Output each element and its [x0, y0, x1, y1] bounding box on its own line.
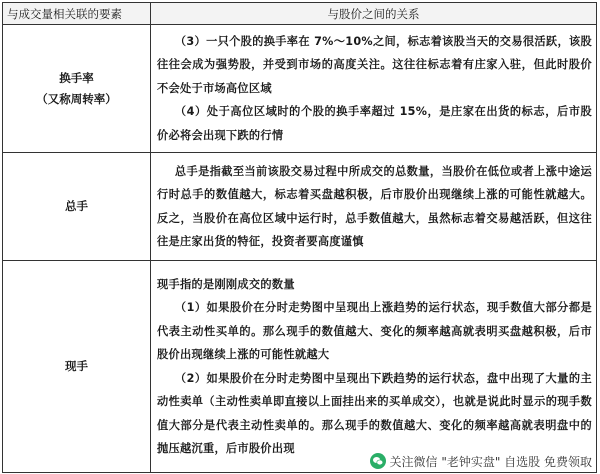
watermark-banner	[366, 450, 596, 472]
paragraph: 总手是指截至当前该股交易过程中所成交的总数量，当股价在低位或者上涨中途运行时总手的数值越大，标志着买盘越积极，后市股价出现继续上涨的可能性就越大。反之，当股价在高位区域中运行时，总手数值越大，虽然标志着交易越活跃，但这往往是庄家出货的特征，投资者要高度谨慎	[157, 164, 592, 248]
table-row-turnover	[3, 25, 597, 153]
paragraph: （2）如果股价在分时走势图中呈现出下跌趋势的运行状态，盘中出现了大量的主动性卖单（主动性卖单即直接以上面挂出来的买单成交），也就是说此时显示的现手数值大部分是代表主动性卖单的。那么现手的数值越大、变化的频率越高就表明盘中的抛压越沉重，后市股价出现	[157, 371, 592, 455]
row-description	[151, 25, 597, 153]
label-line: 换手率	[59, 70, 94, 85]
table-row-total-volume	[3, 153, 597, 261]
paragraph: （1）如果股价在分时走势图中呈现出上涨趋势的运行状态，现手数值大部分都是代表主动性买单的。那么现手的数值越大、变化的频率越高就表明买盘越积极，后市股价出现继续上涨的可能性就越大	[157, 301, 592, 361]
row-description	[151, 261, 597, 473]
table-header-row	[3, 3, 597, 25]
watermark-text: 关注微信 "老钟实盘" 自选股 免费领取	[389, 454, 592, 469]
row-label	[3, 153, 151, 261]
relationship-table	[2, 2, 597, 473]
row-label	[3, 25, 151, 153]
wechat-icon	[370, 453, 386, 469]
label-line: 总手	[65, 199, 88, 213]
label-line: 现手	[65, 359, 88, 373]
paragraph: 现手指的是刚刚成交的数量	[157, 277, 295, 291]
table-row-current-volume	[3, 261, 597, 473]
label-line: （又称周转率）	[36, 91, 117, 106]
header-factor: 与成交量相关联的要素	[3, 3, 151, 25]
row-description	[151, 153, 597, 261]
paragraph: （3）一只个股的换手率在 7%～10%之间，标志着该股当天的交易很活跃，该股往往会成为强势股，并受到市场的高度关注。这往往标志着有庄家入驻，但此时股价不会处于市场高位区域	[157, 34, 592, 95]
row-label	[3, 261, 151, 473]
header-relationship: 与股价之间的关系	[151, 3, 597, 25]
paragraph: （4）处于高位区域时的个股的换手率超过 15%，是庄家在出货的标志，后市股价必将会出现下跌的行情	[157, 105, 592, 142]
